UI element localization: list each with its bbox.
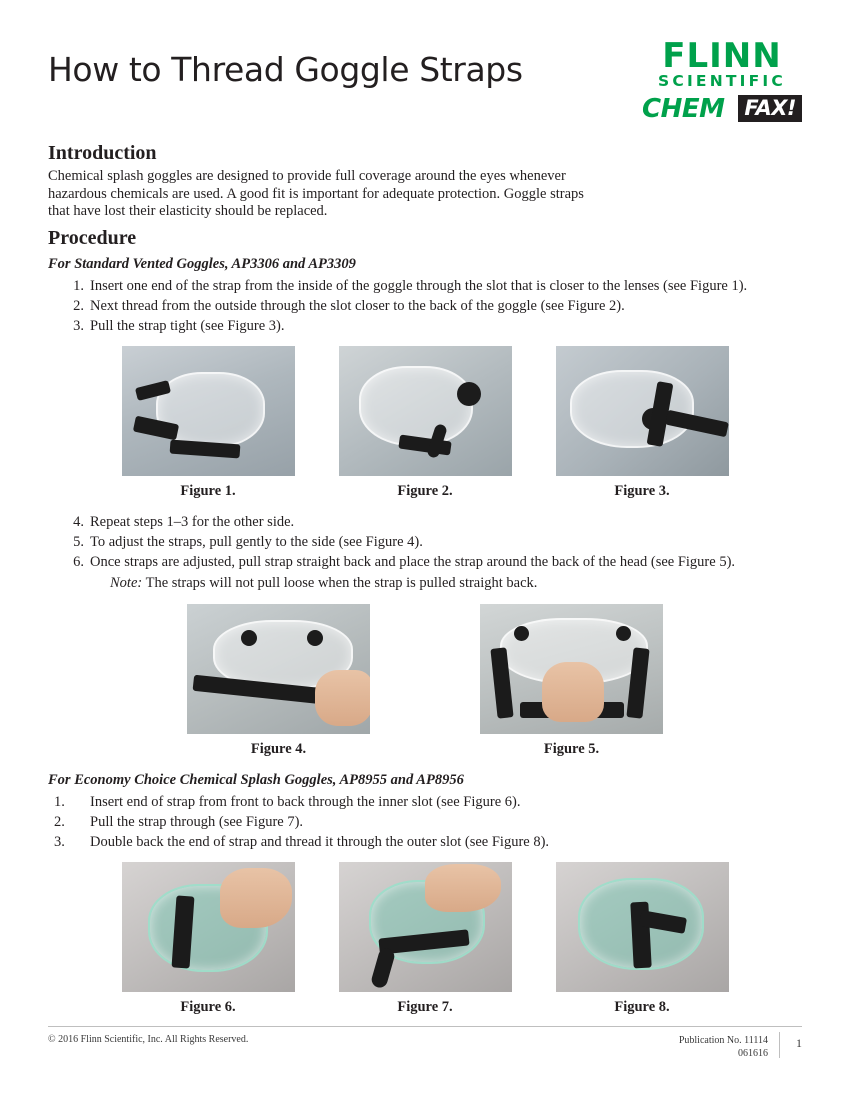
figure-1 [122,346,295,500]
page-title: How to Thread Goggle Straps [48,50,523,89]
step-text: Pull the strap tight (see Figure 3). [90,318,285,335]
footer-publication [679,1034,768,1060]
step-number: 5. [73,534,84,551]
list-item [48,532,802,552]
step-text: To adjust the straps, pull gently to the side (see Figure 4). [90,534,423,551]
list-item [48,512,802,532]
step-number: 4. [73,514,84,531]
step-text: Next thread from the outside through the slot closer to the back of the goggle (see Figure 2). [90,298,625,315]
chemfax-chem-text: CHEM [642,93,725,124]
figure-3-image [556,346,729,476]
logo-brand-text: FLINN [662,36,782,76]
figure-8 [556,862,729,1016]
step-text: Pull the strap through (see Figure 7). [90,813,304,830]
figure-4-caption: Figure 4. [250,740,307,757]
document-header [48,36,802,136]
figure-3-caption: Figure 3. [614,483,670,500]
figure-4 [187,604,370,758]
page-content [48,36,802,1016]
procedure-group1-heading: For Standard Vented Goggles, AP3306 and AP3309 [48,256,356,273]
logo-subtitle-text: SCIENTIFIC [658,72,786,91]
step-text: Double back the end of strap and thread it through the outer slot (see Figure 8). [90,833,550,850]
figure-7-image [339,862,512,992]
publication-date: 061616 [738,1048,768,1059]
step-number: 6. [73,554,84,571]
procedure-group2-heading: For Economy Choice Chemical Splash Goggles, AP8955 and AP8956 [48,771,464,788]
note-label: Note: [110,575,143,592]
list-item [48,792,802,812]
figure-7 [339,862,512,1016]
figure-5-image [480,604,663,734]
procedure-group1-steps [48,276,802,336]
step-number: 1. [54,793,65,810]
figure-2-caption: Figure 2. [397,483,453,500]
procedure-heading: Procedure [48,227,137,250]
footer-divider-rule [48,1026,802,1027]
list-item [48,316,802,336]
chemfax-badge [642,94,802,122]
figure-6-image [122,862,295,992]
footer-vertical-rule [779,1032,780,1058]
publication-number: Publication No. 11114 [678,1035,768,1046]
figure-6-caption: Figure 6. [180,998,236,1015]
figure-1-caption: Figure 1. [180,483,236,500]
procedure-group1-steps-cont [48,512,802,572]
step-number: 3. [54,833,65,850]
flinn-logo [642,36,802,124]
list-item [48,296,802,316]
step-text: Once straps are adjusted, pull strap straight back and place the strap around the back of the head (see Figure 5). [90,554,736,571]
step-number: 1. [73,278,84,295]
figure-4-image [187,604,370,734]
figure-7-caption: Figure 7. [397,998,453,1015]
figure-2-image [339,346,512,476]
figure-5 [480,604,663,758]
step-number: 2. [54,813,65,830]
note-text: The straps will not pull loose when the strap is pulled straight back. [142,575,538,592]
chemfax-fax-text: FAX! [738,95,802,122]
figure-1-image [122,346,295,476]
introduction-heading: Introduction [48,142,157,164]
introduction-body: Chemical splash goggles are designed to provide full coverage around the eyes whenever hazardous chemicals are used. A good fit is important for adequate protection. Goggle straps that have lost their elasticity should be replaced. [48,168,584,220]
figure-5-caption: Figure 5. [543,740,600,757]
step-text: Repeat steps 1–3 for the other side. [90,514,295,531]
figure-6 [122,862,295,1016]
figure-row-3 [48,862,802,1016]
list-item [48,276,802,296]
list-item [48,812,802,832]
figure-row-1 [48,346,802,500]
figure-2 [339,346,512,500]
step-text: Insert one end of the strap from the inside of the goggle through the slot that is closer to the lenses (see Figure 1). [90,278,748,295]
footer-copyright: © 2016 Flinn Scientific, Inc. All Rights Reserved. [48,1034,249,1045]
page-number: 1 [796,1036,802,1050]
figure-8-caption: Figure 8. [614,998,670,1015]
figure-8-image [556,862,729,992]
list-item [48,832,802,852]
list-item [48,552,802,572]
figure-3 [556,346,729,500]
figure-row-2 [48,604,802,758]
procedure-group2-steps [48,792,802,852]
step-text: Insert end of strap from front to back through the inner slot (see Figure 6). [90,793,521,810]
step-number: 3. [73,318,84,335]
page-footer [48,1026,802,1066]
step-number: 2. [73,298,84,315]
procedure-note [48,574,802,594]
